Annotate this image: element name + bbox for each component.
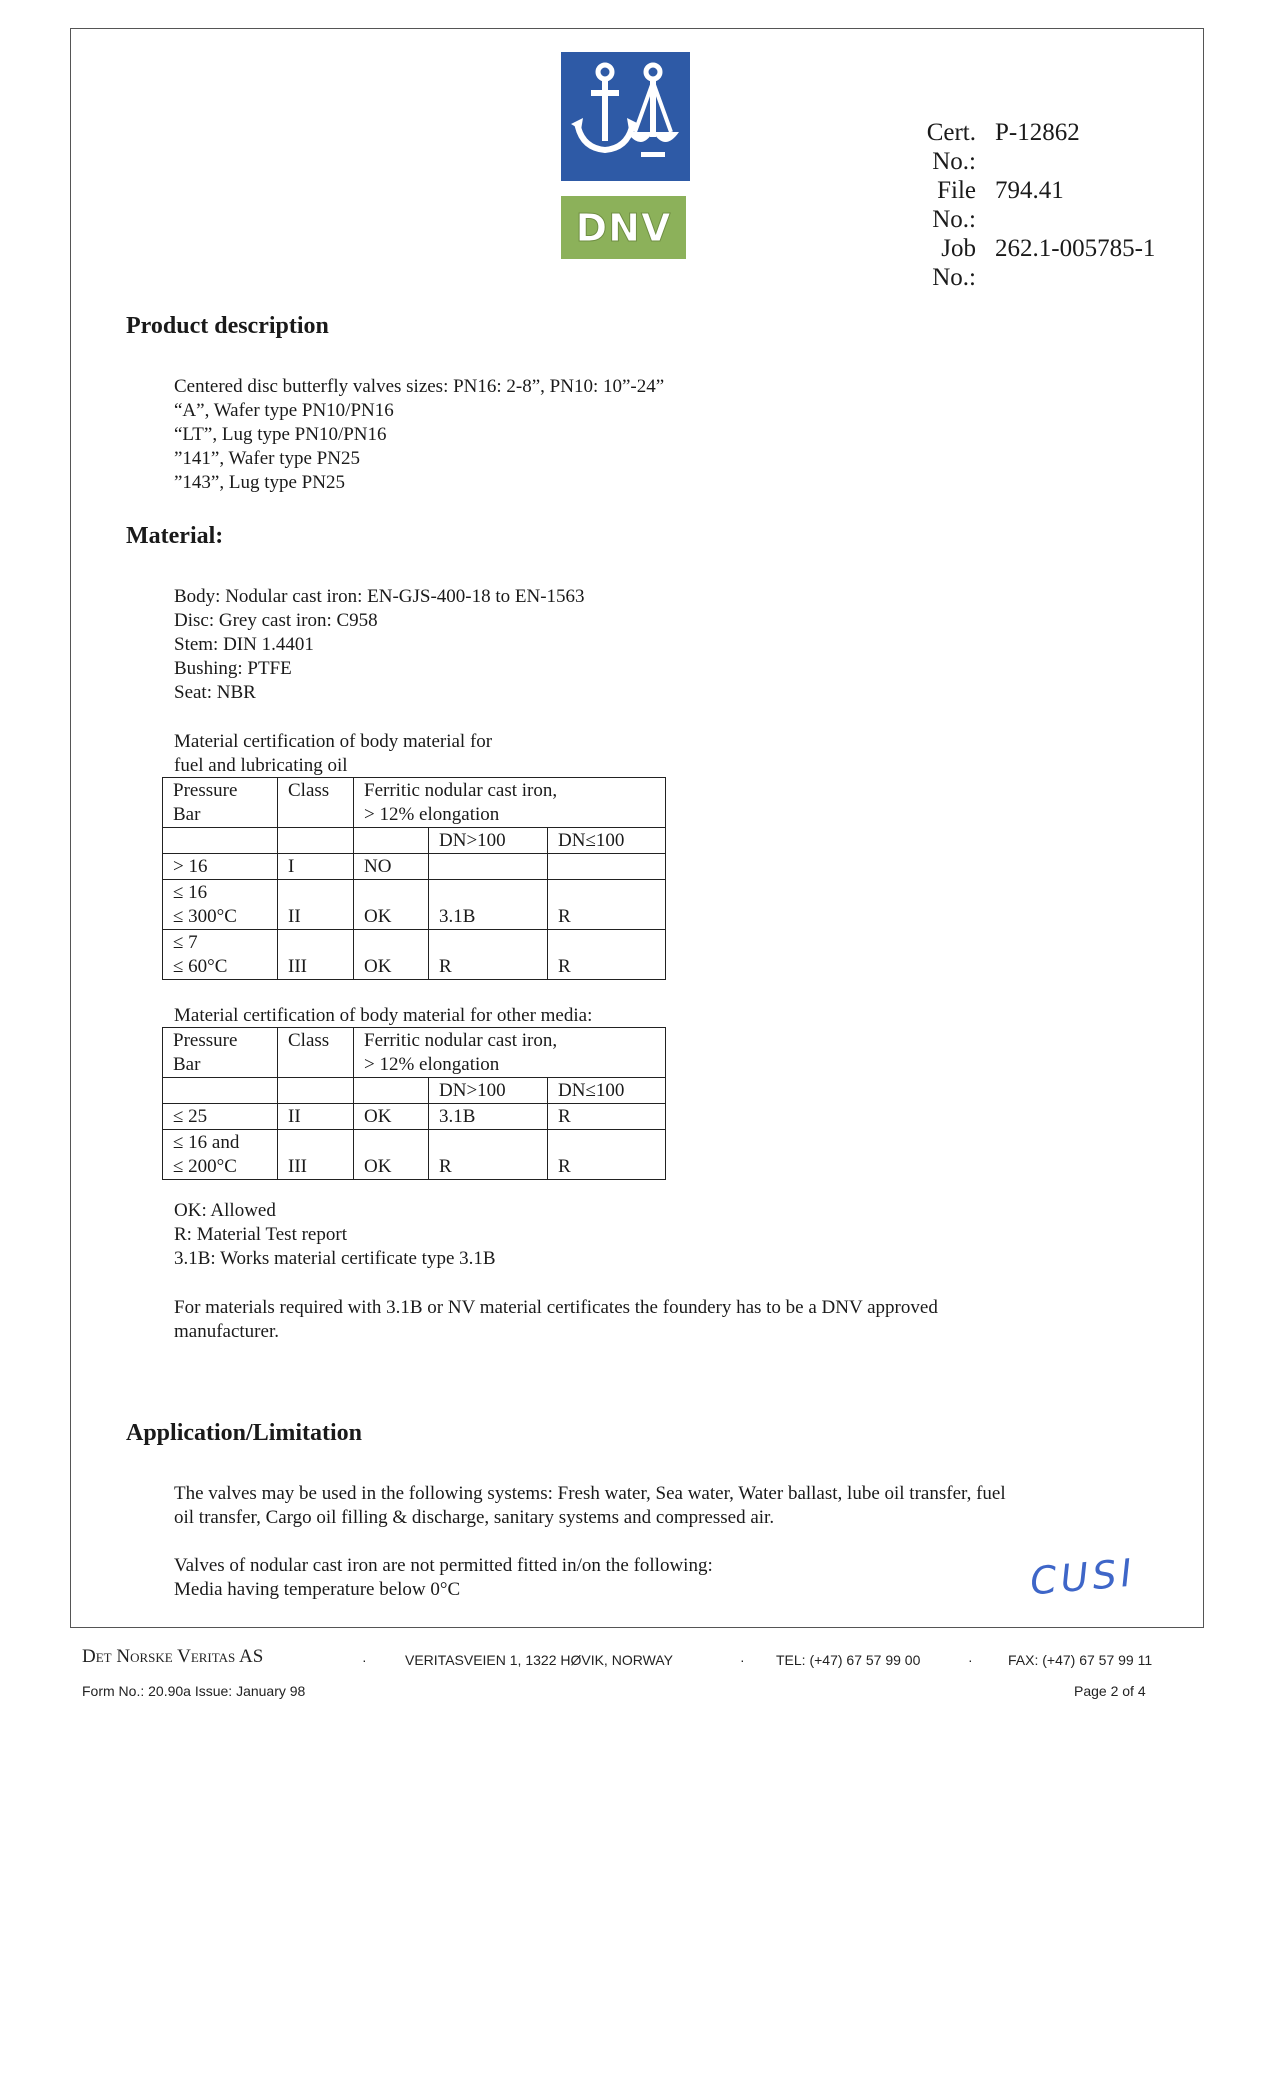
table-cell: 3.1B xyxy=(429,1104,548,1130)
material-heading: Material: xyxy=(126,523,224,549)
note-line: manufacturer. xyxy=(174,1321,279,1342)
cell-text: ≤ 300°C xyxy=(173,906,237,927)
product-description-heading: Product description xyxy=(126,313,329,339)
table-cell: R xyxy=(429,930,548,980)
legend-line: 3.1B: Works material certificate type 3.1B xyxy=(174,1248,496,1269)
table-cell: OK xyxy=(354,880,429,930)
footer-address: VERITASVEIEN 1, 1322 HØVIK, NORWAY xyxy=(405,1652,673,1668)
footer-page: Page 2 of 4 xyxy=(1074,1683,1146,1699)
file-value: 794.41 xyxy=(995,177,1064,204)
footer-form: Form No.: 20.90a Issue: January 98 xyxy=(82,1683,306,1699)
header-ferritic xyxy=(354,778,666,828)
cell-text: ≤ 7 xyxy=(173,932,198,953)
footer-fax: FAX: (+47) 67 57 99 11 xyxy=(1008,1652,1153,1668)
header-text: > 12% elongation xyxy=(364,1054,500,1075)
table-cell xyxy=(163,854,278,880)
anchor-scales-emblem-icon xyxy=(561,52,690,181)
footer-separator: · xyxy=(968,1652,973,1668)
table-cell xyxy=(548,854,666,880)
file-row xyxy=(895,176,1155,234)
table-cell: III xyxy=(278,1130,354,1180)
header-pressure xyxy=(163,778,278,828)
table-row xyxy=(163,1130,666,1180)
dnv-wordmark-text: DNV xyxy=(575,205,672,250)
application-heading: Application/Limitation xyxy=(126,1420,363,1446)
table-cell: III xyxy=(278,930,354,980)
header-text: Pressure xyxy=(173,780,238,801)
other-media-certification-table xyxy=(162,1027,666,1180)
table-row xyxy=(163,930,666,980)
material-line: Stem: DIN 1.4401 xyxy=(174,634,314,655)
table-cell: R xyxy=(548,1104,666,1130)
material-line: Body: Nodular cast iron: EN-GJS-400-18 to EN-1563 xyxy=(174,586,585,607)
material-line: Bushing: PTFE xyxy=(174,658,292,679)
table-cell xyxy=(429,854,548,880)
para-line: Valves of nodular cast iron are not permitted fitted in/on the following: xyxy=(174,1555,713,1576)
table-cell: R xyxy=(429,1130,548,1180)
cert-value: P-12862 xyxy=(995,119,1080,146)
product-line: ”141”, Wafer type PN25 xyxy=(174,448,360,469)
table-cell xyxy=(354,1078,429,1104)
table-subheader-row xyxy=(163,1078,666,1104)
dnv-wordmark xyxy=(561,196,686,259)
table-cell xyxy=(163,880,278,930)
certificate-numbers xyxy=(895,118,1155,292)
header-text: Pressure xyxy=(173,1030,238,1051)
footer-separator: · xyxy=(740,1652,745,1668)
table-cell xyxy=(163,828,278,854)
job-label: Job No.: xyxy=(932,235,976,291)
cell-text: ≤ 60°C xyxy=(173,956,228,977)
dnv-logo xyxy=(561,52,690,259)
footer-company: Det Norske Veritas AS xyxy=(82,1646,264,1667)
table-row xyxy=(163,1104,666,1130)
material-line: Seat: NBR xyxy=(174,682,256,703)
fuel-oil-certification-table xyxy=(162,777,666,980)
table-cell: R xyxy=(548,880,666,930)
para-line: Media having temperature below 0°C xyxy=(174,1579,461,1600)
table-header-row xyxy=(163,1028,666,1078)
job-row xyxy=(895,234,1155,292)
table-row xyxy=(163,854,666,880)
cert-label: Cert. No.: xyxy=(926,119,976,175)
product-description-lines xyxy=(174,375,664,495)
table1-caption xyxy=(174,730,492,778)
application-systems xyxy=(174,1482,1006,1530)
table-cell: 3.1B xyxy=(429,880,548,930)
header-dn-gt: DN>100 xyxy=(429,828,548,854)
product-line: “A”, Wafer type PN10/PN16 xyxy=(174,400,394,421)
product-line: ”143”, Lug type PN25 xyxy=(174,472,345,493)
table-cell: I xyxy=(278,854,354,880)
header-pressure xyxy=(163,1028,278,1078)
cell-text: ≤ 25 xyxy=(173,1106,208,1127)
table1-caption-line: Material certification of body material for xyxy=(174,731,493,752)
legend-line: OK: Allowed xyxy=(174,1200,276,1221)
job-value: 262.1-005785-1 xyxy=(995,235,1156,262)
table-cell xyxy=(278,1078,354,1104)
table-cell: OK xyxy=(354,1104,429,1130)
material-line: Disc: Grey cast iron: C958 xyxy=(174,610,378,631)
table-cell: OK xyxy=(354,930,429,980)
header-class: Class xyxy=(278,778,354,828)
table-cell: II xyxy=(278,1104,354,1130)
table-header-row xyxy=(163,778,666,828)
para-line: The valves may be used in the following systems: Fresh water, Sea water, Water ballast, lube oil transfer, fuel xyxy=(174,1483,1006,1504)
table-cell xyxy=(163,1078,278,1104)
foundry-note xyxy=(174,1296,938,1344)
note-line: For materials required with 3.1B or NV material certificates the foundery has to be a DNV approved xyxy=(174,1297,938,1318)
cell-text: ≤ 16 xyxy=(173,882,208,903)
header-dn-le: DN≤100 xyxy=(548,1078,666,1104)
table-row xyxy=(163,880,666,930)
cell-text: ≤ 200°C xyxy=(173,1156,237,1177)
table-cell: OK xyxy=(354,1130,429,1180)
header-ferritic xyxy=(354,1028,666,1078)
table-cell: II xyxy=(278,880,354,930)
header-text: Bar xyxy=(173,804,201,825)
footer-tel: TEL: (+47) 67 57 99 00 xyxy=(776,1652,921,1668)
table2-caption: Material certification of body material for other media: xyxy=(174,1005,593,1026)
file-label: File No.: xyxy=(932,177,976,233)
table-subheader-row xyxy=(163,828,666,854)
cell-text: ≤ 16 and xyxy=(173,1132,240,1153)
header-dn-le: DN≤100 xyxy=(548,828,666,854)
table-cell: R xyxy=(548,930,666,980)
table-cell xyxy=(163,1130,278,1180)
header-text: Bar xyxy=(173,1054,201,1075)
table1-caption-line: fuel and lubricating oil xyxy=(174,755,348,776)
table-cell xyxy=(354,828,429,854)
para-line: oil transfer, Cargo oil filling & discharge, sanitary systems and compressed air. xyxy=(174,1507,775,1528)
table-cell xyxy=(163,930,278,980)
abbreviation-legend xyxy=(174,1199,496,1271)
table-cell xyxy=(163,1104,278,1130)
cell-text: > 16 xyxy=(173,856,208,877)
product-line: Centered disc butterfly valves sizes: PN16: 2-8”, PN10: 10”-24” xyxy=(174,376,665,397)
header-text: > 12% elongation xyxy=(364,804,500,825)
table-cell: NO xyxy=(354,854,429,880)
application-limits xyxy=(174,1554,713,1602)
table-cell: R xyxy=(548,1130,666,1180)
header-text: Ferritic nodular cast iron, xyxy=(364,780,558,801)
cert-row xyxy=(895,118,1155,176)
handwritten-initials: CUSI xyxy=(1028,1550,1138,1604)
material-lines xyxy=(174,585,585,705)
header-text: Ferritic nodular cast iron, xyxy=(364,1030,558,1051)
product-line: “LT”, Lug type PN10/PN16 xyxy=(174,424,387,445)
table-cell xyxy=(278,828,354,854)
header-dn-gt: DN>100 xyxy=(429,1078,548,1104)
legend-line: R: Material Test report xyxy=(174,1224,347,1245)
footer-separator: · xyxy=(362,1652,367,1668)
header-class: Class xyxy=(278,1028,354,1078)
